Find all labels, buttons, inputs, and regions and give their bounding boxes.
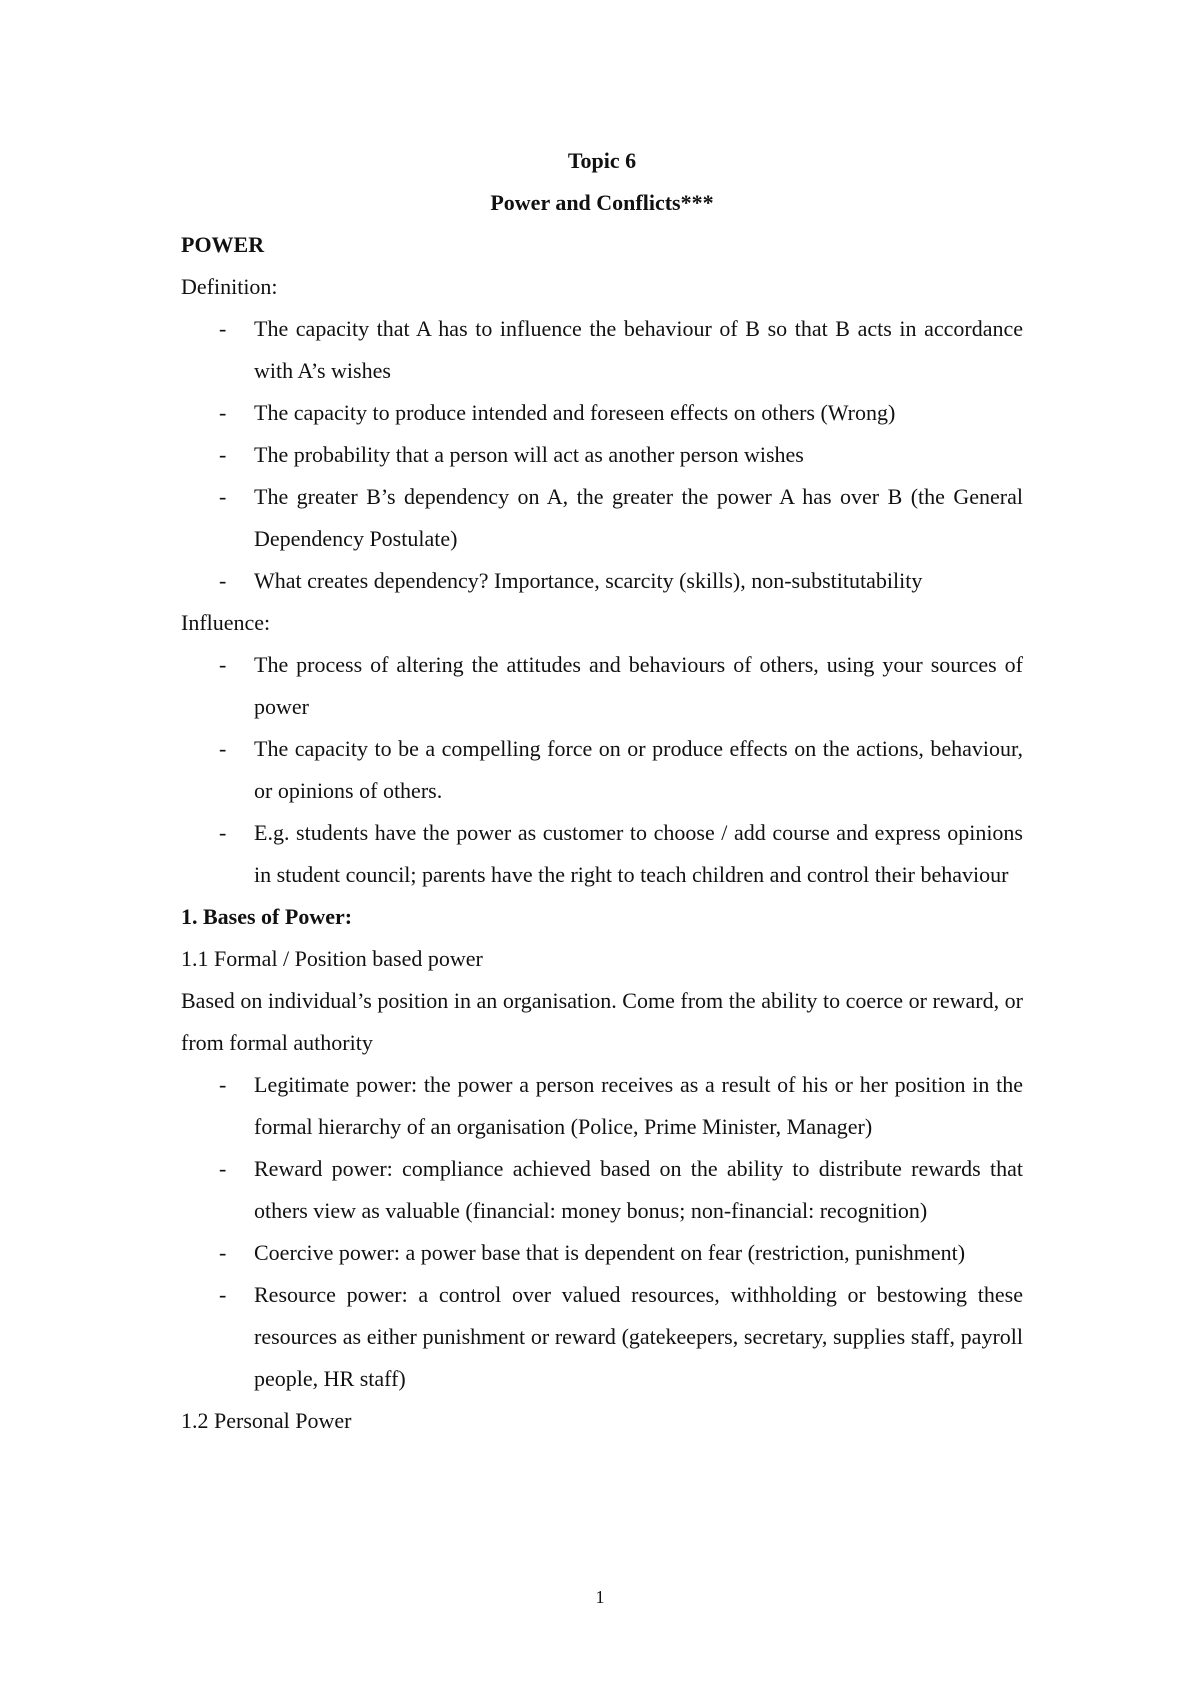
list-item: [181, 728, 1023, 812]
list-item-text: Coercive power: a power base that is dependent on fear (restriction, punishment): [254, 1240, 966, 1265]
list-item-text: Reward power: compliance achieved based on the ability to distribute rewards that others view as valuable (financial: money bonus; non-financial: recognition): [254, 1156, 1023, 1223]
list-item: [181, 644, 1023, 728]
document-title: Power and Conflicts***: [490, 190, 714, 215]
list-item: [181, 1148, 1023, 1232]
list-item-text: E.g. students have the power as customer to choose / add course and express opinions in student council; parents have the right to teach children and control their behaviour: [254, 820, 1023, 887]
list-item-text: The greater B’s dependency on A, the greater the power A has over B (the General Dependency Postulate): [254, 484, 1023, 551]
page-content: [181, 140, 1023, 1442]
subsection-heading-formal: 1.1 Formal / Position based power: [181, 946, 483, 971]
list-item-text: What creates dependency? Importance, scarcity (skills), non-substitutability: [254, 568, 923, 593]
influence-label: Influence:: [181, 610, 271, 635]
list-item-text: The process of altering the attitudes and behaviours of others, using your sources of power: [254, 652, 1023, 719]
list-item-text: The capacity to be a compelling force on or produce effects on the actions, behaviour, or opinions of others.: [254, 736, 1023, 803]
topic-label: Topic 6: [567, 148, 637, 173]
influence-list: [181, 644, 1023, 896]
list-item-text: Legitimate power: the power a person receives as a result of his or her position in the formal hierarchy of an organisation (Police, Prime Minister, Manager): [254, 1072, 1023, 1139]
list-item: [181, 560, 1023, 602]
bullet-dash: -: [219, 484, 227, 509]
list-item-text: The capacity to produce intended and foreseen effects on others (Wrong): [254, 400, 896, 425]
list-item: [181, 392, 1023, 434]
definition-list: [181, 308, 1023, 602]
list-item: [181, 1274, 1023, 1400]
section-heading-bases: 1. Bases of Power:: [181, 904, 353, 929]
formal-power-list: [181, 1064, 1023, 1400]
formal-intro-paragraph: Based on individual’s position in an organisation. Come from the ability to coerce or reward, or from formal authority: [181, 988, 1023, 1055]
list-item: [181, 1064, 1023, 1148]
bullet-dash: -: [219, 820, 227, 845]
list-item: [181, 1232, 1023, 1274]
list-item-text: The probability that a person will act as another person wishes: [254, 442, 804, 467]
bullet-dash: -: [219, 316, 227, 341]
list-item-text: Resource power: a control over valued resources, withholding or bestowing these resources as either punishment or reward (gatekeepers, secretary, supplies staff, payroll people, HR staff): [254, 1282, 1023, 1391]
bullet-dash: -: [219, 1156, 227, 1181]
bullet-dash: -: [219, 1240, 227, 1265]
bullet-dash: -: [219, 1072, 227, 1097]
list-item: [181, 308, 1023, 392]
bullet-dash: -: [219, 652, 227, 677]
page-number: 1: [595, 1587, 605, 1607]
list-item-text: The capacity that A has to influence the behaviour of B so that B acts in accordance with A’s wishes: [254, 316, 1023, 383]
subsection-heading-personal: 1.2 Personal Power: [181, 1408, 352, 1433]
bullet-dash: -: [219, 400, 227, 425]
bullet-dash: -: [219, 442, 227, 467]
bullet-dash: -: [219, 568, 227, 593]
definition-label: Definition:: [181, 274, 278, 299]
bullet-dash: -: [219, 1282, 227, 1307]
list-item: [181, 812, 1023, 896]
bullet-dash: -: [219, 736, 227, 761]
section-heading-power: POWER: [181, 232, 265, 257]
list-item: [181, 434, 1023, 476]
list-item: [181, 476, 1023, 560]
